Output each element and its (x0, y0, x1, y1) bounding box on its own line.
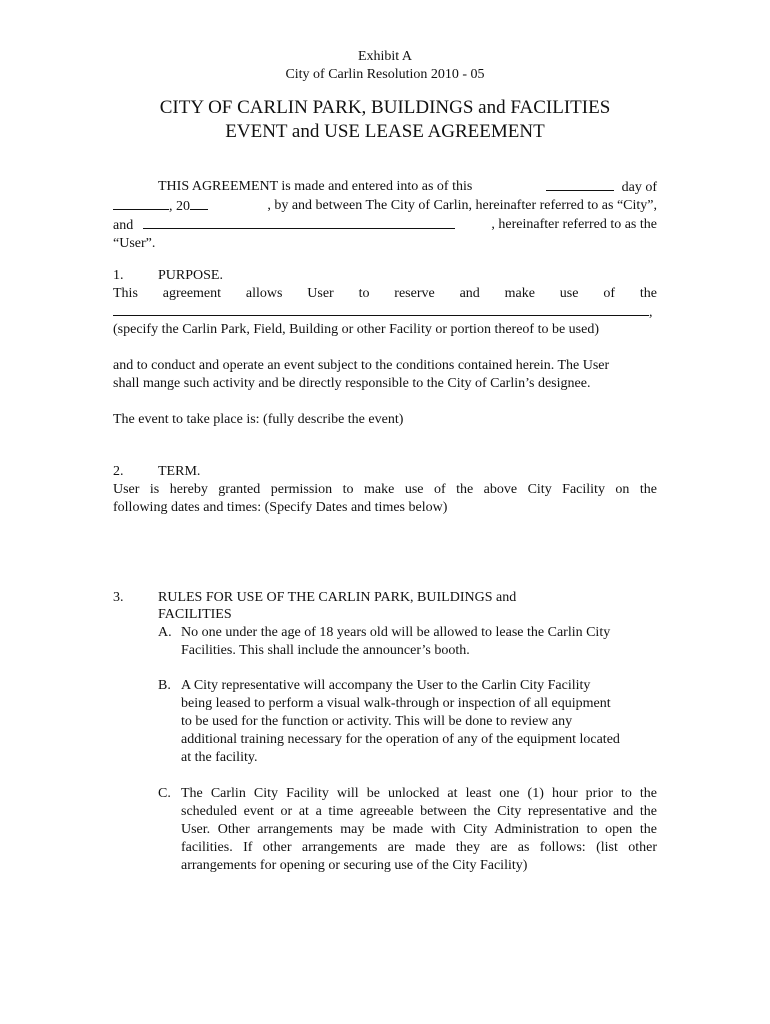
facility-blank-row: , (113, 303, 657, 322)
rules-number: 3. (113, 590, 124, 605)
rule-b-text: A City representative will accompany the User to the Carlin City Facility being leased to perform a visual walk-through or inspection of all equipment to be used for the function or activity. This will be done to review any additional training necessary for the operation of any of the equipment located at the facility. (181, 678, 620, 765)
rule-c-text: The Carlin City Facility will be unlocked at least one (1) hour prior to the scheduled event or at a time agreeable between the City representative and the User. Other arrangements may be made with City Administration to open the facilities. If other arrangements are made they are as follows: (list other arrangements for opening or securing use of the City Facility) (181, 786, 657, 873)
rule-a-text: No one under the age of 18 years old will be allowed to lease the Carlin City Facilities. This shall include the announcer’s booth. (181, 625, 611, 658)
intro-line-2: , 20 , by and between The City of Carlin, hereinafter referred to as “City”, (113, 197, 657, 216)
term-heading: 2. TERM. (113, 464, 201, 479)
user-name-blank[interactable] (143, 216, 455, 229)
rules-heading-line-2: FACILITIES (158, 607, 232, 622)
purpose-para-line-1: and to conduct and operate an event subject to the conditions contained herein. The User (113, 358, 610, 373)
title-line-2: EVENT and USE LEASE AGREEMENT (225, 121, 545, 142)
event-description-label: The event to take place is: (fully describe the event) (113, 412, 404, 427)
facility-specify-note: (specify the Carlin Park, Field, Building or other Facility or portion thereof to be used) (113, 322, 600, 337)
purpose-line-1: This agreement allows User to reserve and make use of the (113, 286, 657, 301)
term-line-2: following dates and times: (Specify Dates and times below) (113, 500, 448, 515)
intro-line-1: THIS AGREEMENT is made and entered into as of this day of (158, 179, 657, 195)
intro-line-4: “User”. (113, 236, 156, 251)
purpose-heading: 1. PURPOSE. (113, 268, 223, 283)
rule-b-letter: B. (158, 678, 171, 693)
purpose-para-line-2: shall mange such activity and be directly responsible to the City of Carlin’s designee. (113, 376, 591, 391)
day-blank[interactable] (546, 178, 614, 191)
intro-line-3: and , hereinafter referred to as the (113, 217, 657, 233)
facility-blank[interactable] (113, 303, 649, 316)
exhibit-label: Exhibit A (357, 49, 413, 64)
rule-c-letter: C. (158, 786, 171, 801)
month-blank[interactable] (113, 197, 169, 210)
intro-paragraph (113, 178, 657, 253)
term-line-1: User is hereby granted permission to make use of the above City Facility on the (113, 482, 657, 497)
year-blank[interactable] (190, 197, 208, 210)
rules-heading-line-1: RULES FOR USE OF THE CARLIN PARK, BUILDINGS and (158, 590, 517, 605)
resolution-label: City of Carlin Resolution 2010 - 05 (285, 67, 485, 82)
title-line-1: CITY OF CARLIN PARK, BUILDINGS and FACILITIES (159, 97, 611, 118)
rule-a-letter: A. (158, 625, 172, 640)
